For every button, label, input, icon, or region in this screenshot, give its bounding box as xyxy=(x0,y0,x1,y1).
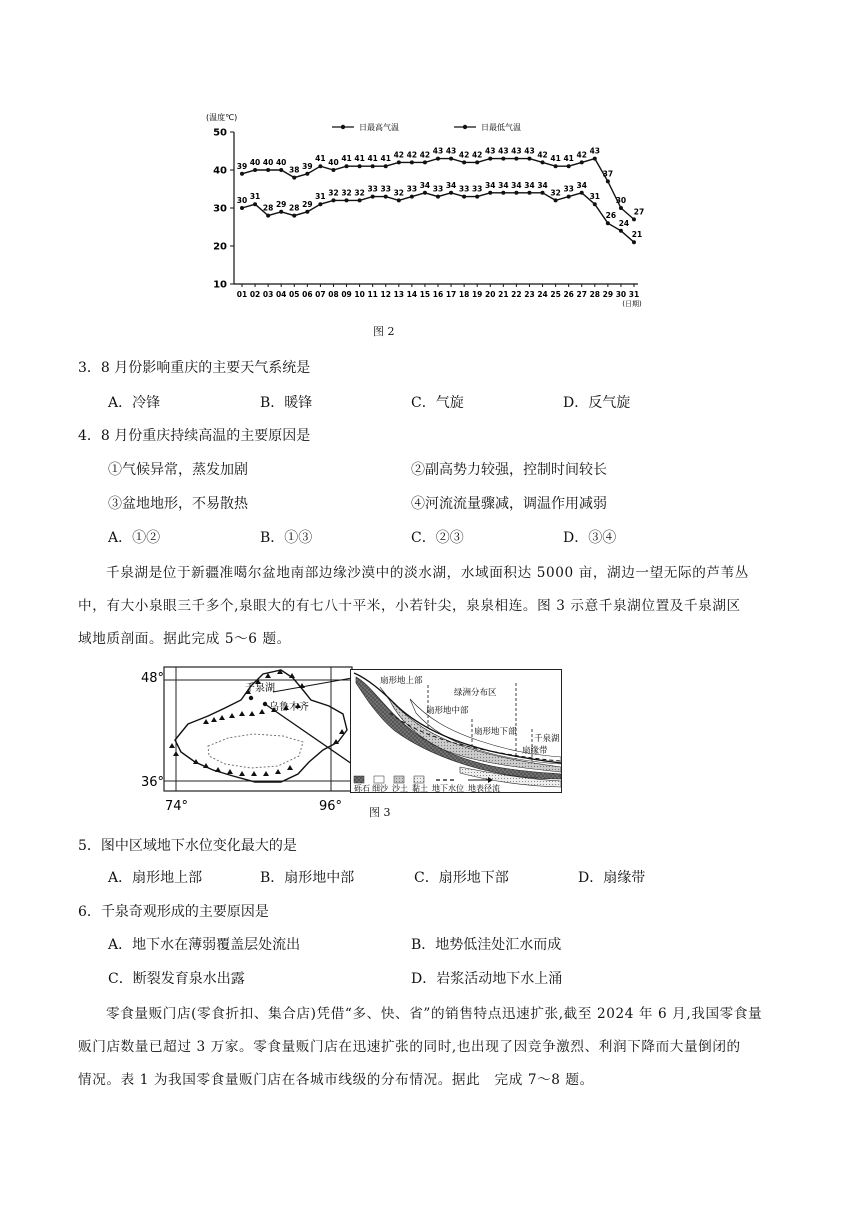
data-label: 37 xyxy=(602,169,614,179)
data-point xyxy=(410,195,414,199)
legend-marker xyxy=(341,125,345,129)
data-point xyxy=(397,198,401,202)
legend-marker xyxy=(463,125,467,129)
data-point xyxy=(567,164,571,168)
data-point xyxy=(449,157,453,161)
data-label: 41 xyxy=(563,154,574,164)
label-oasis-zone: 绿洲分布区 xyxy=(454,688,497,698)
x-tick-label: 14 xyxy=(406,290,418,299)
x-tick-label: 02 xyxy=(249,290,261,299)
data-point xyxy=(436,195,440,199)
data-point xyxy=(266,168,270,172)
x-tick-label: 03 xyxy=(262,290,274,299)
x-tick-label: 28 xyxy=(589,290,601,299)
lon-label-96: 96° xyxy=(319,799,343,814)
data-label: 29 xyxy=(275,199,287,209)
data-label: 39 xyxy=(302,161,313,171)
question-3-option-d: D．反气旋 xyxy=(563,395,631,411)
data-label: 33 xyxy=(380,184,391,194)
x-tick-label: 07 xyxy=(315,290,326,299)
question-4-option-c: C．②③ xyxy=(411,530,464,546)
data-label: 40 xyxy=(262,158,274,167)
x-tick-label: 13 xyxy=(393,290,405,299)
data-point xyxy=(318,164,322,168)
data-point xyxy=(501,191,505,195)
data-label: 34 xyxy=(524,180,535,190)
data-point xyxy=(619,229,623,233)
label-fan-edge-belt: 扇缘带 xyxy=(522,746,548,756)
legend-label: 日最低气温 xyxy=(481,123,521,132)
data-label: 42 xyxy=(406,150,418,160)
data-point xyxy=(318,202,322,206)
label-fan-upper: 扇形地上部 xyxy=(380,676,423,686)
data-label: 21 xyxy=(631,230,643,240)
x-tick-label: 17 xyxy=(445,290,457,299)
x-tick-label: 05 xyxy=(289,290,300,299)
data-label: 32 xyxy=(328,188,339,198)
x-tick-label: 26 xyxy=(563,290,574,299)
question-3-stem: 3．8 月份影响重庆的主要天气系统是 xyxy=(78,360,311,376)
data-point xyxy=(632,217,636,221)
data-label: 24 xyxy=(618,218,630,228)
x-tick-label: 08 xyxy=(328,290,339,299)
passage-snack-line-1: 零食量贩门店(零食折扣、集合店)凭借“多、快、省”的销售特点迅速扩张,截至 2024 年 6 月,我国零食量 xyxy=(106,1006,763,1022)
passage-snack-line-3: 情况。表 1 为我国零食量贩门店在各城市线级的分布情况。据此 完成 7～8 题。 xyxy=(78,1072,594,1088)
data-point xyxy=(423,160,427,164)
data-point xyxy=(462,160,466,164)
x-tick-label: 01 xyxy=(236,290,248,299)
y-tick-label: 20 xyxy=(213,241,227,253)
data-label: 40 xyxy=(328,158,339,167)
question-4-item-3: ③盆地地形，不易散热 xyxy=(108,496,248,512)
data-point xyxy=(606,221,610,225)
data-point xyxy=(345,164,349,168)
question-3-option-b: B．暖锋 xyxy=(260,395,313,411)
question-4-option-d: D．③④ xyxy=(563,530,617,546)
data-point xyxy=(475,160,479,164)
data-label: 42 xyxy=(576,150,587,160)
data-point xyxy=(292,176,296,180)
data-label: 38 xyxy=(289,165,300,175)
data-label: 29 xyxy=(302,199,313,209)
data-label: 41 xyxy=(354,154,365,164)
x-tick-label: 29 xyxy=(602,290,614,299)
x-tick-label: 23 xyxy=(524,290,535,299)
data-point xyxy=(358,198,362,202)
data-point xyxy=(632,240,636,244)
data-point xyxy=(436,157,440,161)
data-label: 43 xyxy=(511,146,522,156)
data-point xyxy=(384,164,388,168)
data-point xyxy=(371,195,375,199)
data-point xyxy=(331,168,335,172)
data-label: 32 xyxy=(341,188,352,198)
lat-label-48: 48° xyxy=(141,671,165,686)
data-point xyxy=(423,191,427,195)
label-urumqi: 乌鲁木齐 xyxy=(269,702,309,713)
data-point xyxy=(397,160,401,164)
qianquan-lake-point xyxy=(249,696,253,700)
x-tick-label: 15 xyxy=(419,290,431,299)
data-label: 40 xyxy=(275,158,287,167)
data-label: 34 xyxy=(576,180,587,190)
data-label: 32 xyxy=(354,188,365,198)
figure3-caption: 图 3 xyxy=(369,806,391,819)
question-4-option-a: A．①② xyxy=(108,530,161,546)
data-point xyxy=(371,164,375,168)
y-tick-label: 30 xyxy=(213,203,227,215)
label-qianquan-lake: 千泉湖 xyxy=(245,683,275,694)
data-point xyxy=(462,195,466,199)
data-label: 34 xyxy=(419,180,431,190)
figure2-caption: 图 2 xyxy=(373,325,395,338)
data-label: 34 xyxy=(498,180,509,190)
data-label: 27 xyxy=(633,207,645,217)
data-point xyxy=(554,198,558,202)
data-point xyxy=(593,157,597,161)
data-point xyxy=(475,195,479,199)
data-label: 30 xyxy=(615,196,627,205)
question-5-option-b: B．扇形地中部 xyxy=(260,870,355,886)
y-axis-label: (温度℃) xyxy=(206,113,238,122)
data-point xyxy=(279,210,283,214)
question-6-option-b: B．地势低洼处汇水而成 xyxy=(411,937,562,953)
data-label: 33 xyxy=(406,184,418,194)
data-label: 43 xyxy=(432,146,444,156)
data-label: 43 xyxy=(524,146,535,156)
x-tick-label: 27 xyxy=(576,290,587,299)
data-label: 34 xyxy=(485,180,496,190)
data-point xyxy=(488,157,492,161)
data-label: 43 xyxy=(498,146,509,156)
data-label: 39 xyxy=(236,161,248,171)
qianquan-location-map xyxy=(133,664,353,814)
data-label: 28 xyxy=(289,203,300,213)
data-label: 26 xyxy=(605,211,617,221)
x-tick-label: 21 xyxy=(498,290,509,299)
data-label: 34 xyxy=(445,180,457,190)
data-label: 42 xyxy=(471,150,483,160)
data-label: 34 xyxy=(537,180,548,190)
data-label: 32 xyxy=(550,188,561,198)
data-label: 41 xyxy=(341,154,352,164)
y-tick-label: 40 xyxy=(213,165,227,177)
data-point xyxy=(567,195,571,199)
data-point xyxy=(541,160,545,164)
data-point xyxy=(593,202,597,206)
x-tick-label: 22 xyxy=(511,290,522,299)
legend-sand-soil: 沙土 xyxy=(392,784,408,793)
question-5-stem: 5．图中区域地下水位变化最大的是 xyxy=(78,838,297,854)
lat-label-36: 36° xyxy=(141,775,165,790)
series-line-min xyxy=(242,193,634,242)
question-4-item-4: ④河流流量骤减，调温作用减弱 xyxy=(411,496,607,512)
x-tick-label: 24 xyxy=(537,290,548,299)
data-point xyxy=(580,191,584,195)
legend-surface-runoff: 地表径流 xyxy=(468,784,500,793)
data-point xyxy=(305,172,309,176)
data-label: 42 xyxy=(419,150,431,160)
data-point xyxy=(292,214,296,218)
data-point xyxy=(266,214,270,218)
data-label: 33 xyxy=(563,184,574,194)
data-label: 33 xyxy=(458,184,470,194)
data-point xyxy=(514,191,518,195)
passage-qianquan-line-1: 千泉湖是位于新疆准噶尔盆地南部边缘沙漠中的淡水湖，水域面积达 5000 亩，湖边一望无际的芦苇丛 xyxy=(106,565,749,581)
x-tick-label: 11 xyxy=(367,290,378,299)
question-5-option-c: C．扇形地下部 xyxy=(414,870,509,886)
data-point xyxy=(514,157,518,161)
question-5-option-a: A．扇形地上部 xyxy=(108,870,203,886)
data-point xyxy=(345,198,349,202)
legend-clay: 黏土 xyxy=(412,784,428,793)
data-label: 31 xyxy=(249,192,261,202)
data-label: 43 xyxy=(485,146,496,156)
data-label: 43 xyxy=(445,146,457,156)
data-point xyxy=(358,164,362,168)
data-point xyxy=(501,157,505,161)
x-tick-label: 30 xyxy=(615,290,627,299)
data-point xyxy=(527,157,531,161)
data-label: 43 xyxy=(589,146,601,156)
data-point xyxy=(240,172,244,176)
temperature-line-chart xyxy=(200,112,670,307)
x-axis-label: (日期) xyxy=(622,300,642,307)
data-point xyxy=(331,198,335,202)
lon-label-74: 74° xyxy=(165,799,189,814)
data-point xyxy=(619,206,623,210)
data-point xyxy=(554,164,558,168)
data-point xyxy=(279,168,283,172)
x-tick-label: 20 xyxy=(485,290,496,299)
x-tick-label: 25 xyxy=(550,290,561,299)
data-label: 31 xyxy=(589,192,601,202)
question-5-option-d: D．扇缘带 xyxy=(578,870,646,886)
data-label: 41 xyxy=(367,154,378,164)
data-point xyxy=(580,160,584,164)
x-tick-label: 06 xyxy=(302,290,313,299)
question-4-item-1: ①气候异常，蒸发加剧 xyxy=(108,462,248,478)
x-tick-label: 31 xyxy=(628,290,640,299)
data-point xyxy=(253,202,257,206)
legend-groundwater: 地下水位 xyxy=(432,784,464,793)
data-label: 42 xyxy=(458,150,470,160)
label-qianquan-lake-profile: 千泉湖 xyxy=(534,734,560,744)
data-label: 42 xyxy=(393,150,405,160)
passage-qianquan-line-2: 中，有大小泉眼三千多个,泉眼大的有七八十平米，小若针尖，泉泉相连。图 3 示意千泉湖位置及千泉湖区 xyxy=(78,598,741,614)
x-tick-label: 18 xyxy=(458,290,470,299)
data-point xyxy=(449,191,453,195)
data-label: 41 xyxy=(550,154,561,164)
legend-label: 日最高气温 xyxy=(359,123,399,132)
data-label: 40 xyxy=(249,158,261,167)
legend-gravel: 砾石 xyxy=(354,784,370,793)
data-label: 42 xyxy=(537,150,548,160)
question-3-option-c: C．气旋 xyxy=(411,395,464,411)
passage-qianquan-line-3: 域地质剖面。据此完成 5～6 题。 xyxy=(78,631,291,647)
data-point xyxy=(541,191,545,195)
data-label: 31 xyxy=(315,192,326,202)
x-tick-label: 04 xyxy=(275,290,287,299)
data-label: 41 xyxy=(315,154,326,164)
question-3-option-a: A．冷锋 xyxy=(108,395,161,411)
data-point xyxy=(240,206,244,210)
data-point xyxy=(305,210,309,214)
x-tick-label: 16 xyxy=(432,290,444,299)
question-6-stem: 6．千泉奇观形成的主要原因是 xyxy=(78,904,269,920)
data-label: 34 xyxy=(511,180,522,190)
x-tick-label: 09 xyxy=(341,290,352,299)
passage-snack-line-2: 贩门店数量已超过 3 万家。零食量贩门店在迅速扩张的同时,也出现了因竞争激烈、利润下降而大量倒闭的 xyxy=(78,1039,741,1055)
data-label: 33 xyxy=(471,184,483,194)
data-point xyxy=(384,195,388,199)
question-4-item-2: ②副高势力较强，控制时间较长 xyxy=(411,462,607,478)
y-tick-label: 10 xyxy=(213,279,227,291)
data-point xyxy=(527,191,531,195)
question-6-option-a: A．地下水在薄弱覆盖层处流出 xyxy=(108,937,301,953)
geological-profile xyxy=(350,669,562,793)
x-tick-label: 12 xyxy=(380,290,391,299)
label-fan-middle: 扇形地中部 xyxy=(426,706,469,716)
data-label: 28 xyxy=(262,203,274,213)
data-point xyxy=(606,179,610,183)
question-6-option-c: C．断裂发育泉水出露 xyxy=(108,971,245,987)
label-fan-lower: 扇形地下部 xyxy=(474,727,517,737)
x-tick-label: 19 xyxy=(471,290,483,299)
x-tick-label: 10 xyxy=(354,290,365,299)
data-label: 32 xyxy=(393,188,405,198)
question-4-option-b: B．①③ xyxy=(260,530,313,546)
data-point xyxy=(488,191,492,195)
data-label: 41 xyxy=(380,154,391,164)
legend-fine-sand: 细沙 xyxy=(372,784,388,793)
question-6-option-d: D．岩浆活动地下水上涌 xyxy=(411,971,563,987)
data-point xyxy=(410,160,414,164)
data-label: 30 xyxy=(236,196,248,205)
question-4-stem: 4．8 月份重庆持续高温的主要原因是 xyxy=(78,428,311,444)
data-label: 33 xyxy=(432,184,444,194)
y-tick-label: 50 xyxy=(213,127,227,139)
data-label: 33 xyxy=(367,184,378,194)
data-point xyxy=(253,168,257,172)
